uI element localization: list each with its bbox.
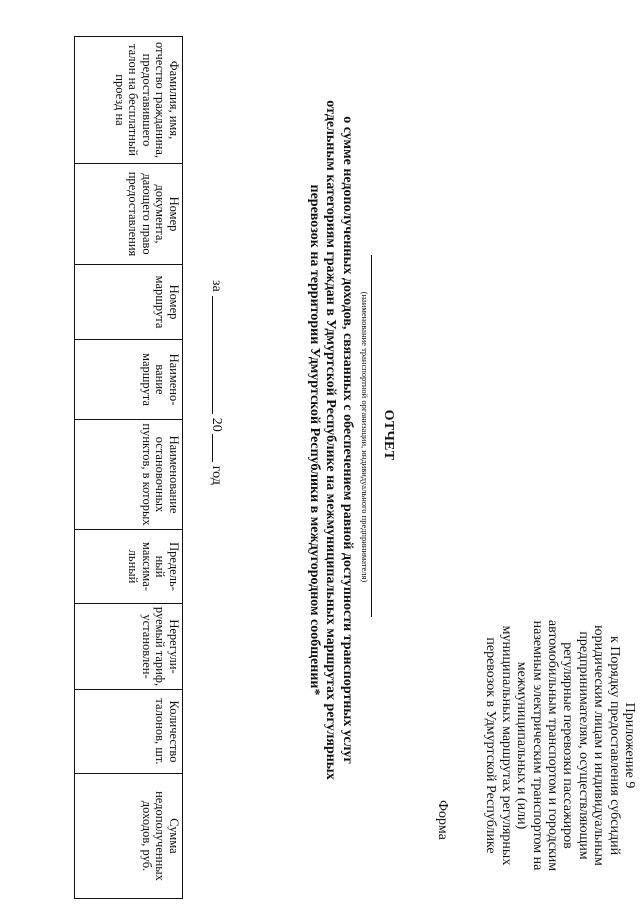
period-year-blank [212, 434, 225, 462]
document-title: ОТЧЕТ [381, 409, 396, 461]
organization-name-line [371, 255, 372, 617]
appendix-line: автомобильным транспортом и городским [544, 619, 560, 872]
appendix-line: Приложение 9 [622, 702, 637, 789]
appendix-line: к Порядку предоставления субсидий [606, 635, 622, 856]
appendix-line: межмуниципальных и (или) [514, 661, 530, 830]
report-table [74, 36, 183, 899]
period-suffix: год [209, 465, 224, 485]
subject-line: отдельным категориям граждан в Удмуртской Республике на межмуниципальных маршрутах регулярных [323, 100, 339, 780]
period-prefix: за [209, 280, 224, 292]
period-blank [212, 296, 225, 414]
table-header-row [75, 37, 183, 899]
table-header-cell: Номер маршрута [75, 265, 183, 340]
report-period [208, 280, 225, 650]
table-header-cell: Количество талонов, шт. [75, 690, 183, 774]
appendix-line: перевозок в Удмуртской Республике [483, 637, 499, 854]
appendix-line: предпринимателям, осуществляющим [575, 631, 591, 860]
subject-line: о сумме недополученных доходов, связанных с обеспечением равной доступности транспортных услуг [340, 116, 355, 764]
table-header-cell: Наименование остановочных пунктов, в которых [75, 420, 183, 530]
period-year-prefix: 20 [209, 417, 224, 432]
table-header-cell: Фамилия, имя, отчество гражданина, предоставившего талон на бесплатный проезд на [75, 37, 183, 164]
table-header-cell: Сумма недополученных доходов, руб. [75, 774, 183, 899]
table-header-cell: Номер документа, дающего право предоставления [75, 164, 183, 265]
appendix-line: юридическим лицам и индивидуальным [591, 625, 607, 866]
appendix-line: муниципальных маршрутах регулярных [498, 625, 514, 866]
appendix-line: регулярные перевозки пассажиров [560, 642, 576, 849]
table-header-cell: Предель-ный максима-льный [75, 530, 183, 604]
form-label: Форма [435, 800, 450, 840]
report-subject [306, 20, 356, 860]
table-header-cell: Наимено-вание маршрута [75, 340, 183, 420]
subject-line: перевозок на территории Удмуртской Республики в междугородном сообщении* [307, 184, 322, 696]
appendix-line: наземным электрическим транспортом на [529, 620, 545, 871]
organization-caption: (наименование транспортной организации, индивидуального предпринимателя) [360, 291, 370, 583]
appendix-block [483, 618, 637, 873]
table-header-cell: Нерегули-руемый тариф, установлен- [75, 604, 183, 690]
